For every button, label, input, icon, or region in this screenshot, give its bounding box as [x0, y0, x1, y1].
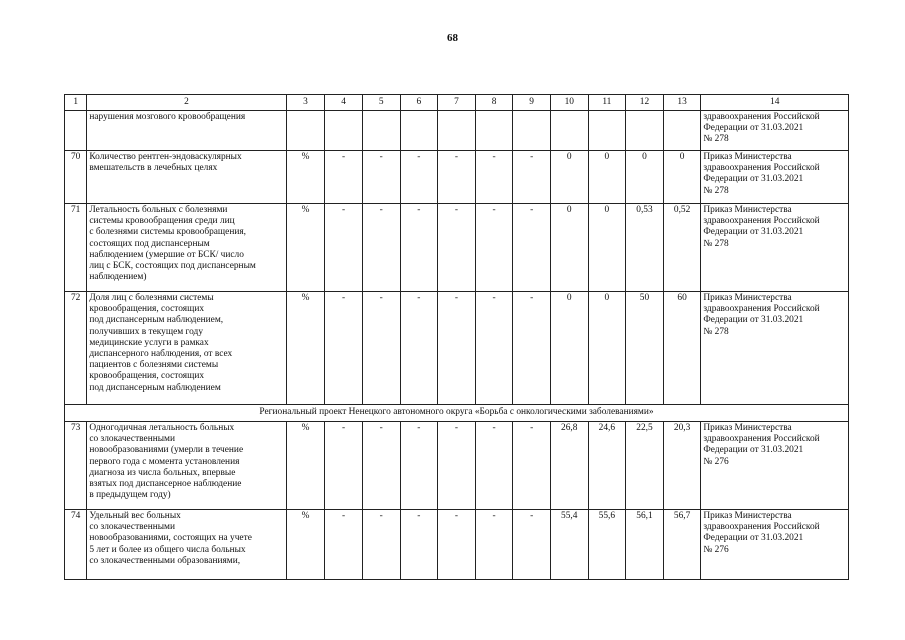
- dash-cell: -: [513, 422, 551, 510]
- header-cell: 7: [438, 95, 476, 111]
- dash-cell: -: [362, 422, 400, 510]
- indicator-line: наблюдением): [89, 272, 147, 283]
- empty-cell: [588, 111, 626, 151]
- source-line: Федерации от 31.03.2021: [703, 533, 804, 544]
- table-row: [65, 151, 849, 204]
- source-cell: [701, 151, 849, 204]
- source-line: № 276: [703, 544, 729, 555]
- section-title: Региональный проект Ненецкого автономного округа «Борьба с онкологическими заболеваниями»: [65, 405, 849, 422]
- header-cell: 2: [87, 95, 286, 111]
- source-cell: [701, 204, 849, 292]
- value-cell: 0: [626, 151, 664, 204]
- value-cell: 20,3: [663, 422, 701, 510]
- source-line: № 278: [703, 185, 729, 196]
- empty-cell: [626, 111, 664, 151]
- dash-cell: -: [513, 204, 551, 292]
- indicator-line: лиц с БСК, состоящих под диспансерным: [89, 261, 256, 272]
- header-cell: 5: [362, 95, 400, 111]
- dash-cell: -: [438, 292, 476, 405]
- source-line: Приказ Министерства: [703, 511, 792, 521]
- indicator-line: новообразованиями (умерли в течение: [89, 445, 244, 456]
- section-title-row: [65, 405, 849, 422]
- dash-cell: -: [513, 292, 551, 405]
- table-row: [65, 422, 849, 510]
- indicator-line: наблюдением (умершие от БСК/ число: [89, 249, 244, 260]
- indicator-line: Летальность больных с болезнями: [89, 205, 228, 215]
- value-cell: 0,53: [626, 204, 664, 292]
- indicator-line: диагноза из числа больных, впервые: [89, 467, 236, 478]
- empty-cell: [438, 111, 476, 151]
- row-number-cell: 72: [65, 292, 87, 405]
- row-number-cell: 70: [65, 151, 87, 204]
- source-line: Приказ Министерства: [703, 423, 792, 433]
- dash-cell: -: [475, 204, 513, 292]
- indicator-line: со злокачественными: [89, 522, 176, 533]
- indicator-line: диспансерного наблюдения, от всех: [89, 349, 233, 360]
- table-row: [65, 204, 849, 292]
- indicator-cell: [87, 204, 286, 292]
- value-cell: 56,1: [626, 510, 664, 580]
- empty-cell: [513, 111, 551, 151]
- indicator-line: под диспансерным наблюдением: [89, 382, 221, 393]
- source-line: Приказ Министерства: [703, 205, 792, 215]
- header-cell: 4: [325, 95, 363, 111]
- header-cell: 8: [475, 95, 513, 111]
- value-cell: 0: [588, 151, 626, 204]
- source-line: здравоохранения Российской: [703, 522, 820, 533]
- source-line: здравоохранения Российской: [703, 112, 820, 122]
- indicator-cell: [87, 111, 286, 151]
- source-line: Приказ Министерства: [703, 152, 792, 162]
- indicator-line: Доля лиц с болезнями системы: [89, 293, 214, 303]
- source-line: Федерации от 31.03.2021: [703, 315, 804, 326]
- indicator-line: 5 лет и более из общего числа больных: [89, 544, 246, 555]
- dash-cell: -: [438, 204, 476, 292]
- dash-cell: -: [400, 151, 438, 204]
- header-cell: 10: [550, 95, 588, 111]
- source-cell: [701, 292, 849, 405]
- indicator-line: под диспансерным наблюдением,: [89, 315, 224, 326]
- indicator-cell: [87, 510, 286, 580]
- source-line: № 278: [703, 134, 729, 145]
- indicator-line: со злокачественными: [89, 434, 176, 445]
- header-cell: 9: [513, 95, 551, 111]
- source-line: здравоохранения Российской: [703, 163, 820, 174]
- dash-cell: -: [475, 151, 513, 204]
- source-line: Федерации от 31.03.2021: [703, 174, 804, 185]
- indicator-cell: [87, 422, 286, 510]
- unit-cell: %: [286, 204, 325, 292]
- table-row: [65, 510, 849, 580]
- table-row-continued: [65, 111, 849, 151]
- value-cell: 50: [626, 292, 664, 405]
- value-cell: 0: [550, 204, 588, 292]
- dash-cell: -: [475, 422, 513, 510]
- source-line: № 276: [703, 456, 729, 467]
- dash-cell: -: [325, 204, 363, 292]
- dash-cell: -: [513, 151, 551, 204]
- value-cell: 24,6: [588, 422, 626, 510]
- value-cell: 56,7: [663, 510, 701, 580]
- row-number-cell: 71: [65, 204, 87, 292]
- dash-cell: -: [400, 204, 438, 292]
- empty-cell: [663, 111, 701, 151]
- header-cell: 1: [65, 95, 87, 111]
- empty-cell: [362, 111, 400, 151]
- indicator-line: состоящих под диспансерным: [89, 238, 210, 249]
- source-cell: [701, 422, 849, 510]
- indicator-line: в предыдущем году): [89, 490, 171, 501]
- dash-cell: -: [325, 151, 363, 204]
- header-row: [65, 95, 849, 111]
- source-line: Федерации от 31.03.2021: [703, 227, 804, 238]
- dash-cell: -: [400, 422, 438, 510]
- value-cell: 0: [550, 292, 588, 405]
- value-cell: 26,8: [550, 422, 588, 510]
- indicator-line: кровообращения, состоящих: [89, 371, 205, 382]
- dash-cell: -: [325, 422, 363, 510]
- source-line: Приказ Министерства: [703, 293, 792, 303]
- dash-cell: -: [513, 510, 551, 580]
- dash-cell: -: [362, 151, 400, 204]
- source-line: здравоохранения Российской: [703, 304, 820, 315]
- value-cell: 0: [663, 151, 701, 204]
- indicators-table: [64, 94, 849, 580]
- value-cell: 55,4: [550, 510, 588, 580]
- indicator-line: новообразованиями, состоящих на учете: [89, 533, 252, 544]
- unit-cell: %: [286, 510, 325, 580]
- unit-cell: %: [286, 292, 325, 405]
- row-number-cell: 73: [65, 422, 87, 510]
- indicator-line: системы кровообращения среди лиц: [89, 216, 235, 227]
- indicator-line: вмешательств в лечебных целях: [89, 163, 218, 174]
- dash-cell: -: [438, 510, 476, 580]
- value-cell: 0: [588, 292, 626, 405]
- page-number: 68: [447, 32, 458, 44]
- value-cell: 55,6: [588, 510, 626, 580]
- source-line: здравоохранения Российской: [703, 216, 820, 227]
- dash-cell: -: [475, 510, 513, 580]
- dash-cell: -: [438, 151, 476, 204]
- empty-cell: [325, 111, 363, 151]
- dash-cell: -: [400, 510, 438, 580]
- header-cell: 13: [663, 95, 701, 111]
- row-number-cell: 74: [65, 510, 87, 580]
- indicator-line: медицинские услуги в рамках: [89, 337, 209, 348]
- indicator-line: с болезнями системы кровообращения,: [89, 227, 247, 238]
- header-cell: 14: [701, 95, 849, 111]
- indicator-line: взятых под диспансерное наблюдение: [89, 479, 242, 490]
- indicator-cell: [87, 292, 286, 405]
- header-cell: 12: [626, 95, 664, 111]
- value-cell: 0: [550, 151, 588, 204]
- source-line: здравоохранения Российской: [703, 434, 820, 445]
- unit-cell: %: [286, 151, 325, 204]
- table-row: [65, 292, 849, 405]
- unit-cell: %: [286, 422, 325, 510]
- indicator-line: Количество рентген-эндоваскулярных: [89, 152, 242, 162]
- indicator-cell: [87, 151, 286, 204]
- dash-cell: -: [362, 292, 400, 405]
- indicator-line: Удельный вес больных: [89, 511, 181, 521]
- dash-cell: -: [325, 510, 363, 580]
- header-cell: 3: [286, 95, 325, 111]
- indicator-line: пациентов с болезнями системы: [89, 360, 219, 371]
- header-cell: 6: [400, 95, 438, 111]
- source-cell: [701, 111, 849, 151]
- empty-cell: [550, 111, 588, 151]
- value-cell: 0: [588, 204, 626, 292]
- indicator-line: кровообращения, состоящих: [89, 304, 205, 315]
- empty-cell: [400, 111, 438, 151]
- source-cell: [701, 510, 849, 580]
- indicator-line: Одногодичная летальность больных: [89, 423, 235, 433]
- indicator-line: нарушения мозгового кровообращения: [89, 112, 246, 122]
- unit-cell: [286, 111, 325, 151]
- value-cell: 22,5: [626, 422, 664, 510]
- dash-cell: -: [325, 292, 363, 405]
- value-cell: 0,52: [663, 204, 701, 292]
- source-line: № 278: [703, 238, 729, 249]
- indicator-line: получивших в текущем году: [89, 326, 204, 337]
- dash-cell: -: [400, 292, 438, 405]
- dash-cell: -: [362, 510, 400, 580]
- indicator-line: первого года с момента установления: [89, 456, 240, 467]
- source-line: Федерации от 31.03.2021: [703, 445, 804, 456]
- dash-cell: -: [475, 292, 513, 405]
- source-line: № 278: [703, 326, 729, 337]
- source-line: Федерации от 31.03.2021: [703, 123, 804, 134]
- dash-cell: -: [362, 204, 400, 292]
- row-number-cell: [65, 111, 87, 151]
- dash-cell: -: [438, 422, 476, 510]
- header-cell: 11: [588, 95, 626, 111]
- value-cell: 60: [663, 292, 701, 405]
- empty-cell: [475, 111, 513, 151]
- indicator-line: со злокачественными образованиями,: [89, 555, 241, 566]
